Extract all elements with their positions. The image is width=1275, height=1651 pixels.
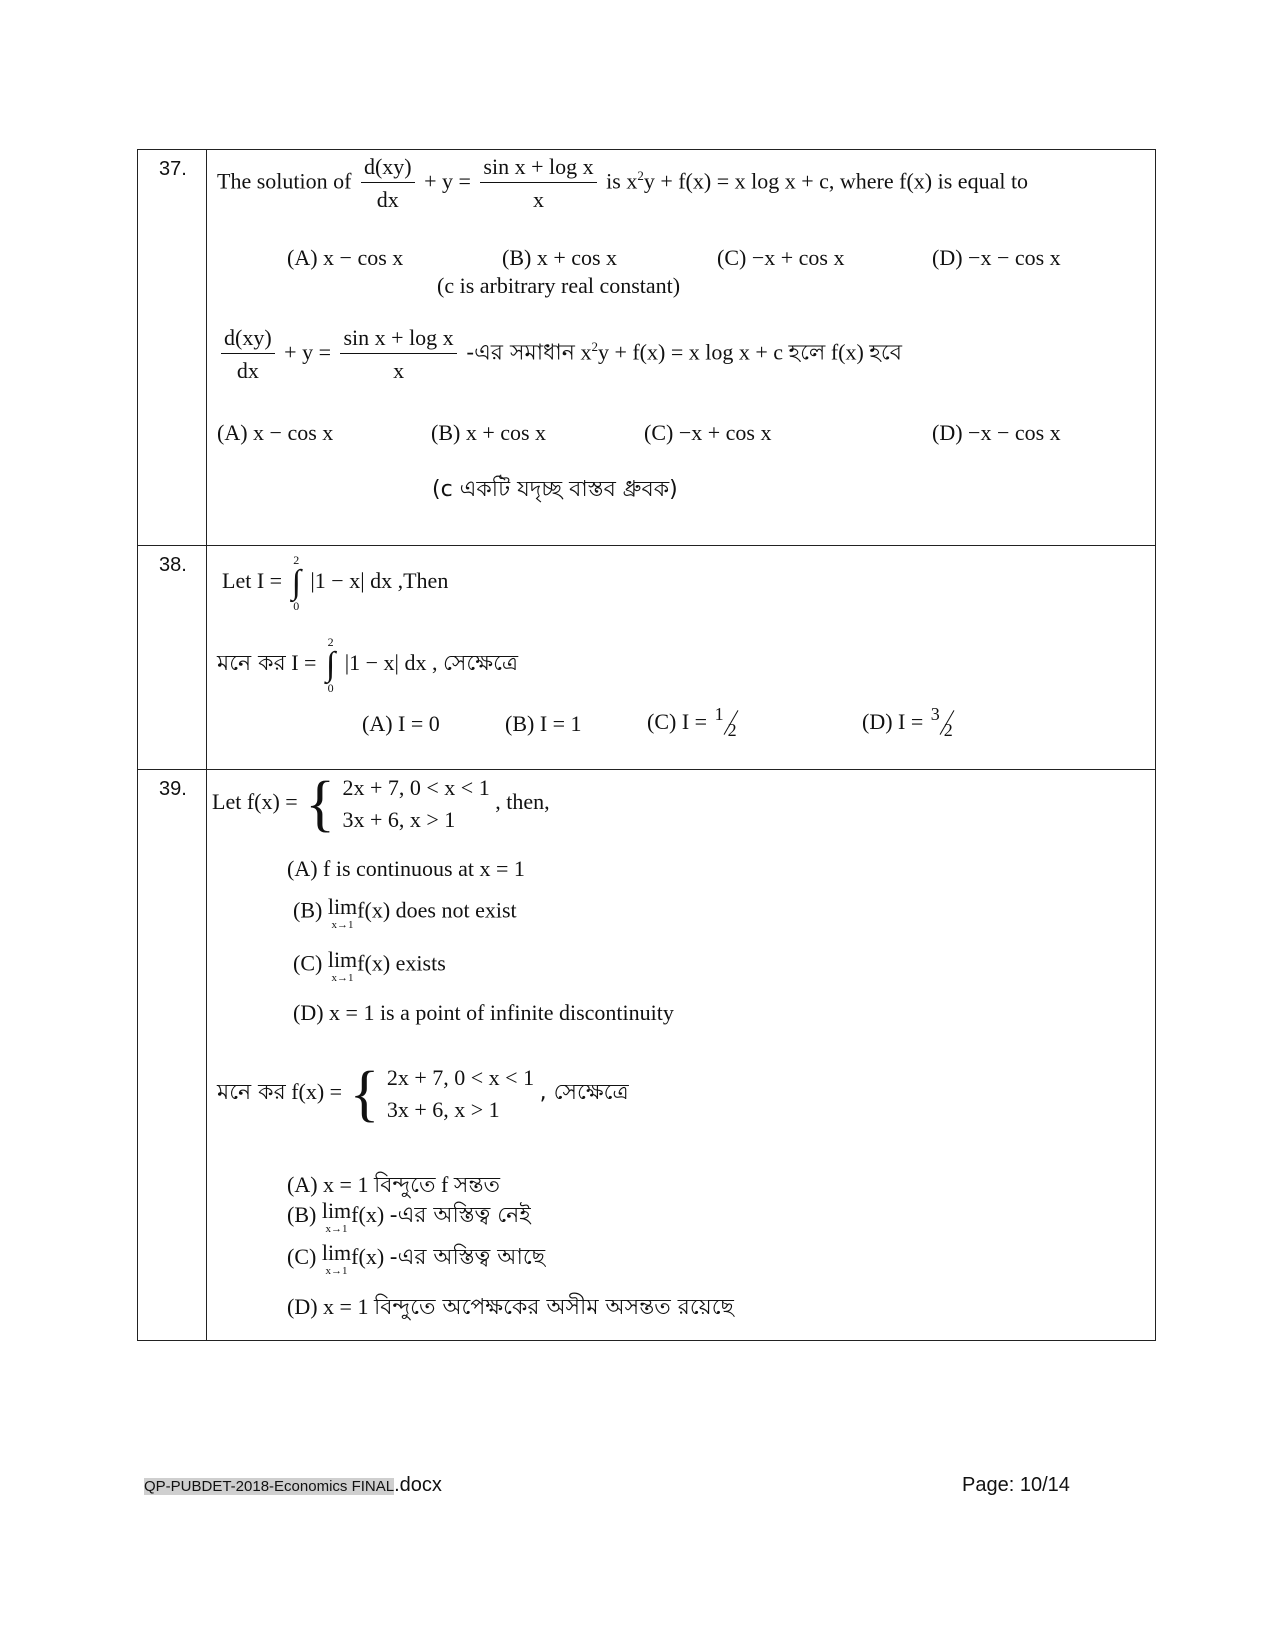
equation-part: f(x) bbox=[357, 897, 391, 923]
slash-fraction bbox=[929, 704, 959, 740]
option-d bbox=[862, 704, 959, 740]
question-37-row bbox=[138, 150, 1156, 546]
option-text: -এর অস্তিত্ব নেই bbox=[389, 1203, 531, 1228]
lim-subscript: x→1 bbox=[331, 972, 354, 984]
option-c bbox=[647, 704, 743, 740]
q38-bengali-stem bbox=[217, 636, 518, 694]
option-label: (C) bbox=[287, 1244, 317, 1269]
piecewise-cases bbox=[342, 772, 489, 836]
integral-icon: ∫ bbox=[325, 646, 336, 683]
option-b: (B) x + cos x bbox=[502, 245, 618, 270]
question-37-body bbox=[207, 150, 1156, 546]
option-d: (D) −x − cos x bbox=[932, 420, 1061, 445]
integrand: |1 − x| dx , bbox=[344, 650, 438, 676]
lower-limit: 0 bbox=[327, 681, 334, 695]
stem-text: Let bbox=[212, 789, 242, 815]
filename-highlight: QP-PUBDET-2018-Economics FINAL bbox=[144, 1478, 395, 1495]
lim-subscript: x→1 bbox=[325, 1223, 348, 1236]
footer-filename bbox=[144, 1474, 442, 1497]
page-number: Page: 10/14 bbox=[962, 1474, 1070, 1496]
question-number: 38. bbox=[138, 546, 207, 770]
question-38-body bbox=[207, 546, 1156, 770]
piecewise-cases bbox=[387, 1062, 534, 1126]
upper-limit: 2 bbox=[327, 635, 334, 649]
stem-text: , সেক্ষেত্রে bbox=[539, 1080, 629, 1106]
option-a: (A) x − cos x bbox=[287, 245, 404, 270]
equation-part: f(x) bbox=[351, 1244, 385, 1269]
equation-part: y + f(x) = x log x + c, bbox=[643, 168, 835, 194]
stem-text: The solution of bbox=[217, 168, 352, 194]
option-c bbox=[293, 947, 446, 984]
equation-part: f(x) = bbox=[246, 789, 298, 815]
stem-text: মনে কর bbox=[217, 1080, 286, 1106]
equation-part: f(x) bbox=[351, 1202, 385, 1227]
stem-text: where bbox=[839, 168, 894, 194]
option-label: (D) I = bbox=[862, 709, 924, 735]
option-a: (A) x − cos x bbox=[217, 420, 334, 445]
q38-english-stem bbox=[222, 554, 448, 612]
option-label: (C) I = bbox=[647, 709, 708, 735]
fraction-numerator: d(xy) bbox=[361, 154, 415, 183]
question-number: 39. bbox=[138, 770, 207, 1341]
stem-text: মনে কর bbox=[217, 651, 286, 677]
equation-part: + y = bbox=[284, 339, 331, 365]
filename-extension: .docx bbox=[394, 1474, 442, 1496]
q37-english-stem bbox=[217, 154, 1028, 213]
integral-icon: ∫ bbox=[291, 564, 301, 601]
fraction-denominator: dx bbox=[236, 358, 259, 383]
constant-note: (c is arbitrary real constant) bbox=[437, 273, 681, 298]
option-b bbox=[287, 1198, 531, 1235]
fraction-denominator: dx bbox=[376, 187, 399, 212]
stem-text: is bbox=[606, 168, 621, 194]
lim-text: lim bbox=[321, 1240, 352, 1266]
q37-bengali-stem bbox=[217, 325, 902, 384]
questions-table bbox=[137, 149, 1156, 1341]
stem-text: হবে bbox=[869, 340, 902, 366]
rhs-fraction bbox=[340, 325, 456, 384]
equation-part: I = bbox=[291, 650, 317, 676]
case-1: 2x + 7, 0 < x < 1 bbox=[386, 1065, 535, 1090]
lhs-fraction bbox=[361, 154, 415, 213]
equation-part: f(x) bbox=[357, 950, 391, 976]
equation-part: I = bbox=[256, 568, 283, 594]
equation-part: f(x) = bbox=[291, 1079, 343, 1105]
q39-english-stem bbox=[212, 772, 550, 836]
fraction-denominator: x bbox=[533, 187, 545, 212]
option-text: -এর অস্তিত্ব আছে bbox=[389, 1245, 546, 1270]
option-b: (B) I = 1 bbox=[505, 711, 582, 736]
q39-bengali-stem bbox=[217, 1062, 629, 1126]
slash-fraction bbox=[713, 704, 743, 740]
option-c bbox=[287, 1240, 545, 1277]
question-38-row bbox=[138, 546, 1156, 770]
stem-text: -এর সমাধান bbox=[466, 340, 575, 366]
option-text: সন্তত bbox=[453, 1173, 501, 1198]
exponent: 2 bbox=[637, 168, 644, 184]
denominator: 2 bbox=[943, 720, 953, 740]
upper-limit: 2 bbox=[293, 553, 300, 567]
equation-part: f(x) bbox=[899, 168, 933, 194]
fraction-numerator: sin x + log x bbox=[340, 325, 456, 354]
integrand: |1 − x| dx bbox=[310, 568, 393, 594]
limit bbox=[322, 1198, 351, 1235]
fraction-denominator: x bbox=[393, 358, 405, 383]
option-label: (D) x = 1 bbox=[287, 1294, 369, 1319]
lhs-fraction bbox=[221, 325, 275, 384]
lim-subscript: x→1 bbox=[331, 919, 354, 931]
option-c: (C) −x + cos x bbox=[644, 420, 772, 445]
option-text: exists bbox=[395, 950, 446, 976]
option-d: (D) x = 1 is a point of infinite discontinuity bbox=[293, 1000, 674, 1025]
limit bbox=[328, 947, 357, 984]
stem-text: সেক্ষেত্রে bbox=[442, 651, 519, 677]
fraction-numerator: sin x + log x bbox=[480, 154, 596, 183]
fraction-numerator: d(xy) bbox=[221, 325, 275, 354]
constant-note: (c একটি যদৃচ্ছ বাস্তব ধ্রুবক) bbox=[432, 477, 678, 502]
rhs-fraction bbox=[480, 154, 596, 213]
option-label: (B) bbox=[287, 1202, 317, 1227]
case-2: 3x + 6, x > 1 bbox=[342, 807, 456, 832]
option-label: (C) bbox=[293, 950, 323, 976]
stem-text: is equal to bbox=[937, 168, 1029, 194]
stem-text: , then, bbox=[495, 789, 550, 815]
lim-subscript: x→1 bbox=[325, 1265, 348, 1278]
denominator: 2 bbox=[727, 720, 737, 740]
lim-text: lim bbox=[327, 947, 358, 972]
option-text: বিন্দুতে অপেক্ষকের অসীম অসন্তত রয়েছে bbox=[373, 1295, 734, 1320]
integral-sign bbox=[326, 636, 335, 694]
stem-text: হলে bbox=[788, 340, 826, 366]
option-a: (A) f is continuous at x = 1 bbox=[287, 856, 525, 881]
brace-icon: { bbox=[305, 770, 335, 838]
question-number: 37. bbox=[138, 150, 207, 546]
exponent: 2 bbox=[591, 339, 598, 355]
numerator: 3 bbox=[930, 704, 940, 724]
equation-part: x bbox=[580, 339, 592, 365]
case-2: 3x + 6, x > 1 bbox=[386, 1097, 500, 1122]
equation-part: x bbox=[626, 168, 638, 194]
option-text: বিন্দুতে bbox=[373, 1173, 436, 1198]
equation-part: + y = bbox=[424, 168, 471, 194]
option-b: (B) x + cos x bbox=[431, 420, 547, 445]
lim-text: lim bbox=[327, 894, 358, 919]
equation-part: f(x) bbox=[830, 339, 864, 365]
question-39-row bbox=[138, 770, 1156, 1341]
brace-icon: { bbox=[349, 1060, 380, 1128]
equation-part: y + f(x) = x log x + c bbox=[597, 339, 784, 365]
stem-text: Let bbox=[222, 568, 252, 594]
stem-text: ,Then bbox=[397, 568, 449, 594]
option-b bbox=[293, 894, 517, 931]
option-d bbox=[287, 1290, 734, 1327]
option-label: (A) x = 1 bbox=[287, 1172, 369, 1197]
lower-limit: 0 bbox=[293, 599, 300, 613]
numerator: 1 bbox=[714, 704, 724, 724]
lim-text: lim bbox=[321, 1198, 352, 1224]
integral-sign bbox=[292, 554, 301, 612]
option-a: (A) I = 0 bbox=[362, 711, 440, 736]
question-39-body bbox=[207, 770, 1156, 1341]
equation-part: f bbox=[441, 1172, 449, 1197]
option-d: (D) −x − cos x bbox=[932, 245, 1061, 270]
option-c: (C) −x + cos x bbox=[717, 245, 845, 270]
option-text: does not exist bbox=[395, 897, 517, 923]
case-1: 2x + 7, 0 < x < 1 bbox=[342, 775, 490, 800]
option-label: (B) bbox=[293, 897, 323, 923]
limit bbox=[322, 1240, 351, 1277]
limit bbox=[328, 894, 357, 931]
